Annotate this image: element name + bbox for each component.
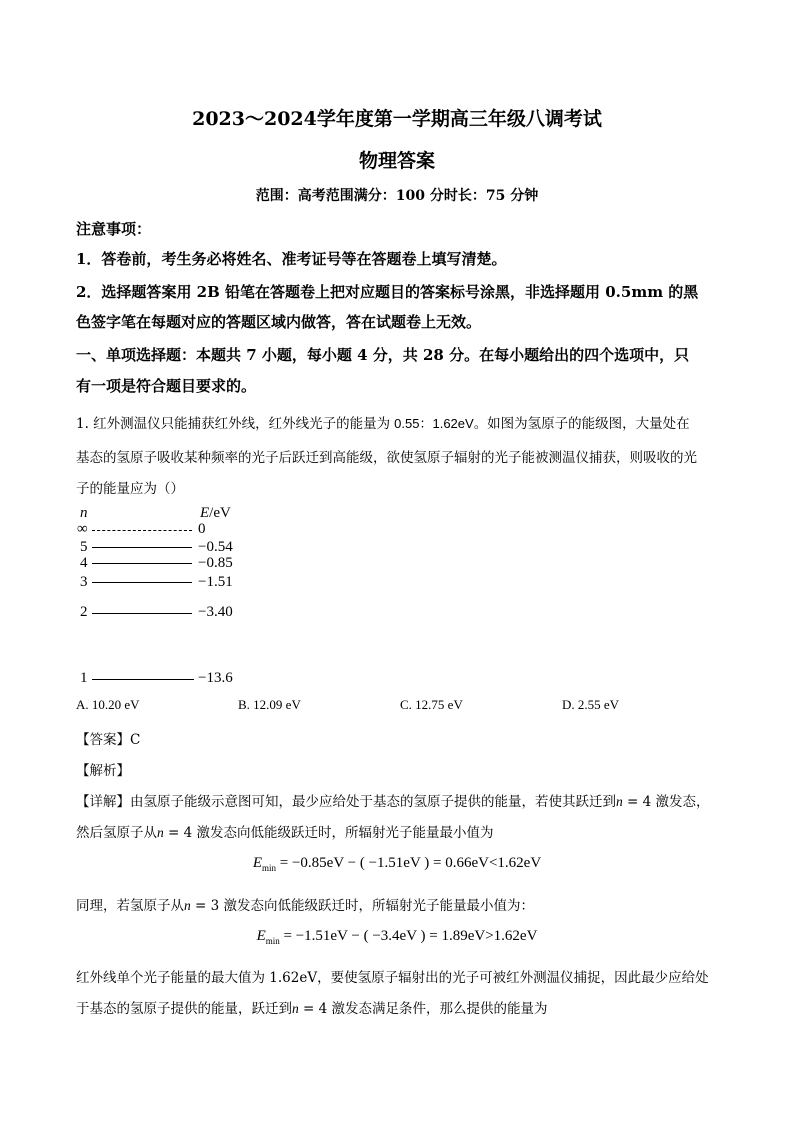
question-line1 <box>76 412 690 432</box>
detail-line2-var: n <box>157 825 164 840</box>
level-n-5: 5 <box>80 539 88 555</box>
detail-line1-var: n <box>616 794 623 809</box>
level-line-1 <box>92 679 194 680</box>
page-title: 2023～2024学年度第一学期高三年级八调考试 <box>192 108 602 130</box>
section-heading-line2: 有一项是符合题目要求的。 <box>76 377 257 395</box>
detail-line3-text-a: 同理，若氢原子从 <box>76 898 184 914</box>
detail-line1-text-b: = 4 激发态， <box>622 794 710 810</box>
question-line2: 基态的氢原子吸收某种频率的光子后跃迁到高能级，欲使氢原子辐射的光子能被测温仪捕获，则吸收的光 <box>76 450 697 466</box>
equation-1 <box>0 855 794 873</box>
option-d: D. 2.55 eV <box>562 697 620 712</box>
level-line-2 <box>92 613 192 614</box>
level-e-1: −13.6 <box>198 670 233 686</box>
question-line3: 子的能量应为（） <box>76 481 184 497</box>
level-line-infinity <box>92 530 192 531</box>
level-n-2: 2 <box>80 604 88 620</box>
equation-2 <box>0 928 794 946</box>
detail-line3-var: n <box>184 898 191 913</box>
question-text-b: 。如图为氢原子的能级图，大量处在 <box>473 416 690 432</box>
level-n-infinity: ∞ <box>77 521 88 537</box>
detail-line4: 红外线单个光子能量的最大值为 1.62eV，要使氢原子辐射出的光子可被红外测温仪捕捉，因此最少应给处 <box>76 970 709 986</box>
answer-label: 【答案】C <box>76 732 141 748</box>
option-c: C. 12.75 eV <box>400 697 463 712</box>
level-e-3: −1.51 <box>198 574 233 590</box>
notice-item-1: 1．答卷前，考生务必将姓名、准考证号等在答题卷上填写清楚。 <box>76 250 507 268</box>
level-line-5 <box>92 547 192 548</box>
detail-line5 <box>76 997 548 1017</box>
exam-meta: 范围：高考范围满分：100 分时长：75 分钟 <box>255 188 539 204</box>
level-e-5: −0.54 <box>198 539 233 555</box>
level-e-infinity: 0 <box>198 521 206 537</box>
detail-line2-text-a: 然后氢原子从 <box>76 825 157 841</box>
equation-2-subscript: min <box>265 936 280 946</box>
level-e-2: −3.40 <box>198 604 233 620</box>
equation-1-subscript: min <box>261 863 276 873</box>
detail-line5-var: n <box>292 1001 299 1016</box>
detail-line2 <box>76 821 494 841</box>
question-text-a: 1. 红外测温仪只能捕获红外线，红外线光子的能量为 <box>76 416 391 432</box>
diagram-n-label: n <box>80 505 88 521</box>
notice-item-2-line1: 2．选择题答案用 2B 铅笔在答题卷上把对应题目的答案标号涂黑，非选择题用 0.5mm 的黑 <box>76 283 699 301</box>
detail-line2-text-b: = 4 激发态向低能级跃迁时，所辐射光子能量最小值为 <box>163 825 494 841</box>
option-b: B. 12.09 eV <box>238 697 301 712</box>
detail-line3-text-b: = 3 激发态向低能级跃迁时，所辐射光子能量最小值为： <box>190 898 535 914</box>
infrared-energy-range: 0.55：1.62eV <box>394 416 474 431</box>
level-line-4 <box>92 563 192 564</box>
level-e-4: −0.85 <box>198 555 233 571</box>
level-n-1: 1 <box>80 670 88 686</box>
page-subtitle: 物理答案 <box>358 150 435 172</box>
equation-2-rest: = −1.51eV − ( −3.4eV ) = 1.89eV>1.62eV <box>279 928 538 944</box>
level-n-4: 4 <box>80 555 88 571</box>
analysis-label: 【解析】 <box>76 763 130 779</box>
option-a: A. 10.20 eV <box>76 697 140 712</box>
detail-line1 <box>76 790 710 810</box>
detail-line1-text-a: 【详解】由氢原子能级示意图可知，最少应给处于基态的氢原子提供的能量，若使其跃迁到 <box>76 794 616 810</box>
level-line-3 <box>92 582 192 583</box>
notice-item-2-line2: 色签字笔在每题对应的答题区域内做答，答在试题卷上无效。 <box>76 313 482 331</box>
notice-heading: 注意事项： <box>76 220 152 238</box>
detail-line5-text-a: 于基态的氢原子提供的能量，跃迁到 <box>76 1001 292 1017</box>
section-heading-line1: 一、单项选择题：本题共 7 小题，每小题 4 分，共 28 分。在每小题给出的四个选项中，只 <box>76 346 690 364</box>
equation-1-rest: = −0.85eV − ( −1.51eV ) = 0.66eV<1.62eV <box>276 855 542 871</box>
detail-line3 <box>76 894 534 914</box>
diagram-e-label: E/eV <box>200 505 231 521</box>
detail-line5-text-b: = 4 激发态满足条件，那么提供的能量为 <box>298 1001 548 1017</box>
level-n-3: 3 <box>80 574 88 590</box>
equation-2-symbol: E <box>256 928 266 944</box>
equation-1-symbol: E <box>252 855 262 871</box>
